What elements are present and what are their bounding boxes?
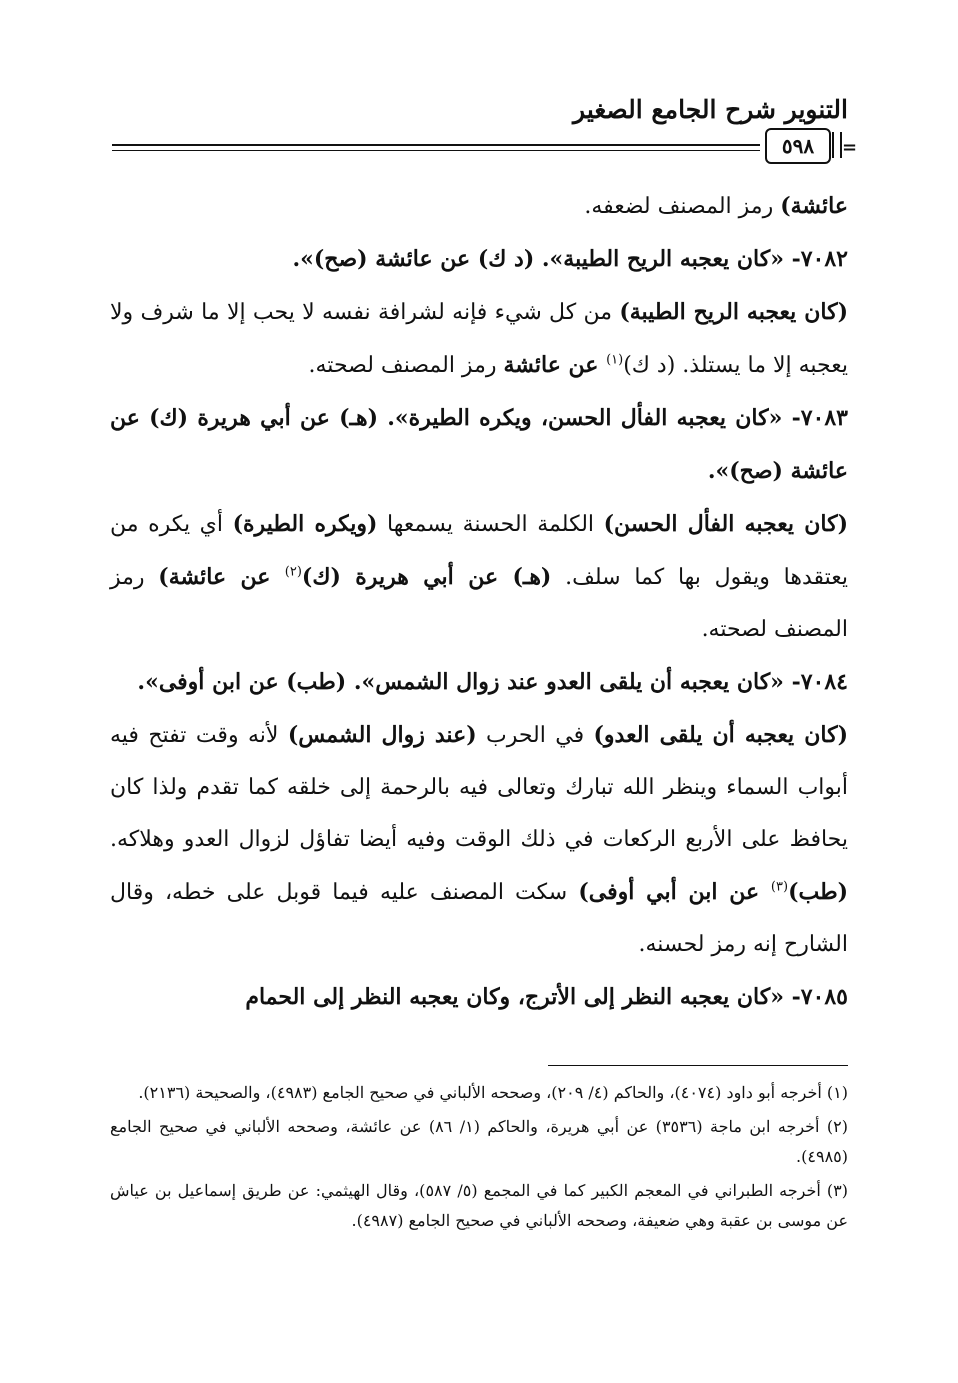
footnote-ref[interactable]: (٣): [770, 879, 789, 895]
bold-text: ٧٠٨٥- «كان يعجبه النظر إلى الأترج، وكان يعجبه النظر إلى الحمام: [245, 984, 848, 1010]
bold-text: عن عائشة): [158, 564, 285, 590]
bold-text: (عند زوال الشمس): [287, 722, 477, 748]
text: رمز المصنف لصحته.: [110, 565, 848, 642]
bold-text: (ويكره الطيرة): [232, 511, 378, 537]
hadith-heading: [110, 392, 848, 498]
bold-text: عائشة): [780, 193, 848, 219]
hadith-heading: [110, 233, 848, 286]
bold-text: (كان يعجبه أن يلقى العدو): [593, 722, 848, 748]
bold-text: (كان يعجبه الفأل الحسن): [603, 511, 848, 537]
footnotes: [110, 1078, 848, 1240]
bold-text: ٧٠٨٣- «كان يعجبه الفأل الحسن، ويكره الطيرة». (هـ) عن أبي هريرة (ك) عن عائشة (صح)».: [110, 405, 848, 484]
text: الكلمة الحسنة يسمعها: [377, 512, 604, 537]
text: رمز المصنف لضعفه.: [584, 194, 781, 219]
text: لأنه وقت تفتح فيه أبواب السماء وينظر الله تبارك وتعالى فيه بالرحمة إلى خلقه كما تقدم ولذا كان يحافظ على الأربع الركعات في ذلك الوقت وفيه أيضا تفاؤل لزوال العدو وهلاكه.: [110, 723, 848, 852]
main-text: [110, 180, 848, 1024]
paragraph: [110, 498, 848, 656]
page-title: التنوير شرح الجامع الصغير: [573, 95, 848, 124]
footnote: (٢) أخرجه ابن ماجة (٣٥٣٦) عن أبي هريرة، والحاكم (١/ ٨٦) عن عائشة، وصححه الألباني في صحيح الجامع (٤٩٨٥).: [110, 1117, 849, 1166]
bold-text: (كان يعجبه الريح الطيبة): [619, 299, 848, 325]
paragraph: [110, 180, 848, 233]
footnote-ref[interactable]: (١): [606, 352, 624, 368]
footnote: (٣) أخرجه الطبراني في المعجم الكبير كما في المجمع (٥/ ٥٨٧)، وقال الهيثمي: عن طريق إسماعيل بن عياش عن موسى بن عقبة وهي ضعيفة، وصححه الألباني في صحيح الجامع (٤٩٨٧).: [110, 1181, 848, 1230]
footnote-separator: [548, 1065, 848, 1066]
bold-text: (هـ) عن أبي هريرة (ك): [301, 564, 552, 590]
page-number-ornament-mark: =: [842, 137, 858, 158]
bold-text: ٧٠٨٤- «كان يعجبه أن يلقى العدو عند زوال الشمس». (طب) عن ابن أوفى».: [137, 669, 848, 695]
bold-text: (طب): [788, 879, 848, 905]
hadith-heading: [110, 971, 848, 1024]
paragraph: [110, 286, 848, 392]
text: رمز المصنف لصحته.: [308, 353, 504, 378]
text: من كل شيء فإنه لشرافة نفسه لا يحب إلا ما شرف ولا يعجبه إلا ما يستلذ. (د ك): [110, 300, 848, 378]
page-number-ornament: [832, 132, 842, 158]
hadith-heading: [110, 656, 848, 709]
text: سكت المصنف عليه فيما قوبل على خطه، وقال الشارح إنه رمز لحسنه.: [110, 880, 848, 957]
text: أي يكره من يعتقدها ويقول بها كما سلف.: [110, 512, 848, 590]
footnote-ref[interactable]: (٢): [284, 564, 302, 580]
text: في الحرب: [476, 723, 594, 748]
header-rule: [112, 144, 760, 151]
bold-text: عن ابن أبي أوفى): [578, 879, 771, 905]
footnote: (١) أخرجه أبو داود (٤٠٧٤)، والحاكم (٤/ ٢٠٩)، وصححه الألباني في صحيح الجامع (٤٩٨٣)، والصحيحة (٢١٣٦).: [138, 1083, 848, 1102]
paragraph: [110, 709, 848, 971]
bold-text: ٧٠٨٢- «كان يعجبه الريح الطيبة». (د ك) عن عائشة (صح)».: [292, 246, 848, 272]
page-number: ٥٩٨: [765, 128, 831, 164]
bold-text: عن عائشة: [503, 352, 607, 378]
